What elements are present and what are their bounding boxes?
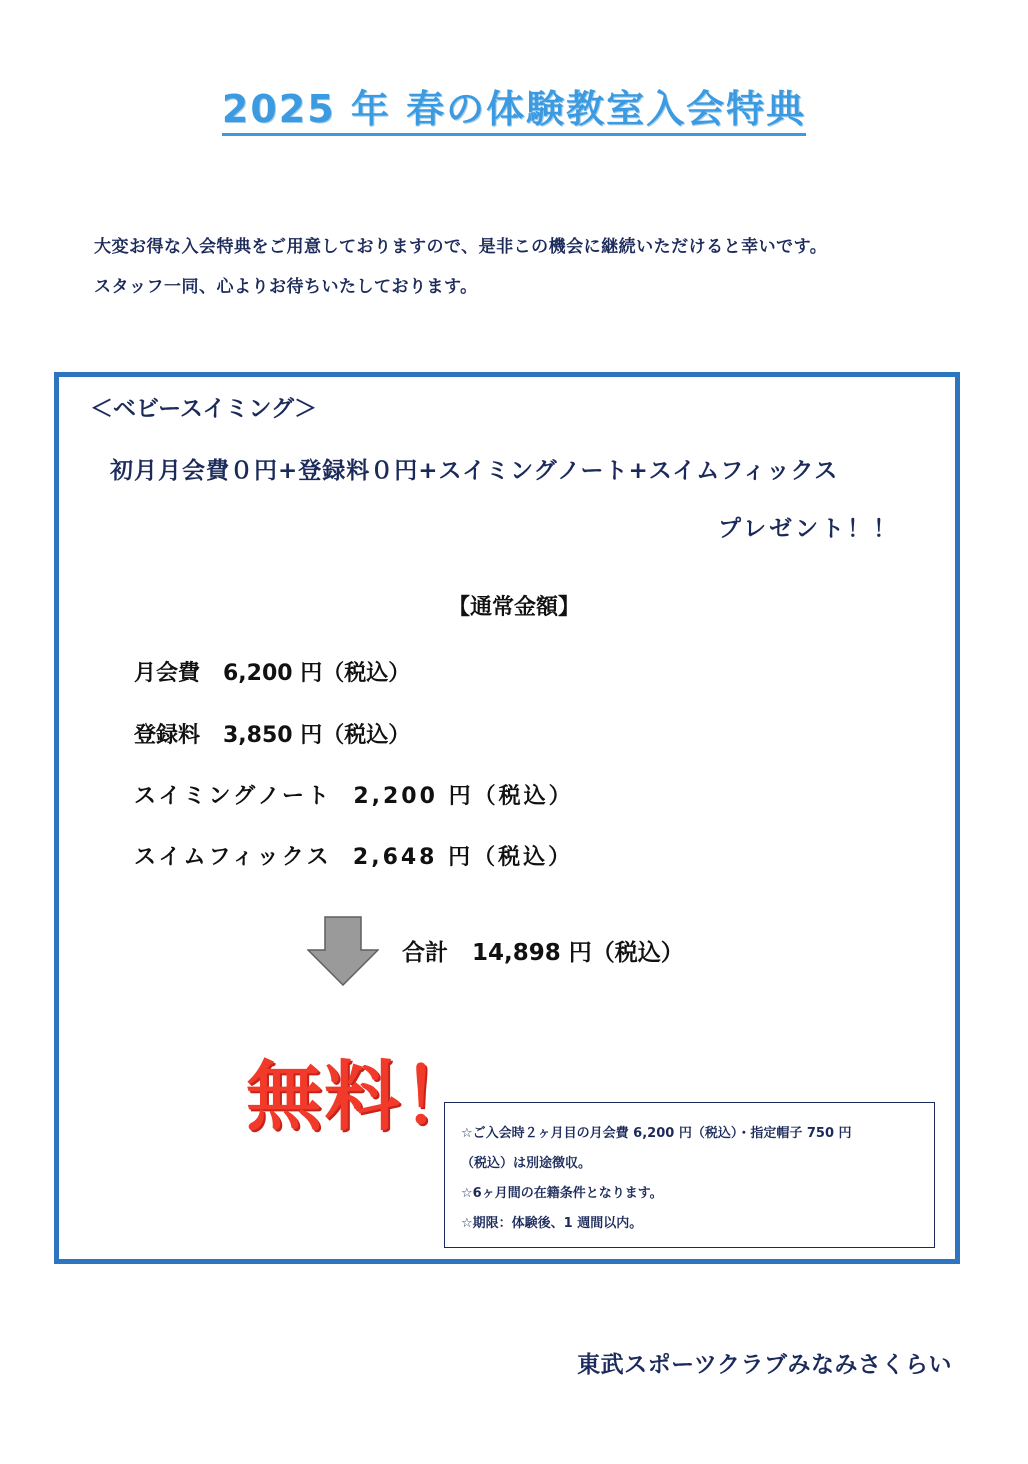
price-item-monthly-fee: 月会費 6,200 円（税込） — [134, 661, 411, 686]
note-line: ☆ご入会時２ヶ月目の月会費 6,200 円（税込）・指定帽子 750 円 — [461, 1126, 852, 1141]
course-subtitle: ＜ベビースイミング＞ — [90, 396, 318, 422]
note-line: ☆6ヶ月間の在籍条件となります。 — [461, 1186, 663, 1201]
offer-line-1: 初月月会費０円+登録料０円+スイミングノート+スイムフィックス — [110, 458, 839, 484]
club-name: 東武スポーツクラブみなみさくらい — [577, 1352, 952, 1378]
note-line: ☆期限：体験後、1 週間以内。 — [461, 1216, 643, 1231]
regular-price-heading: 【通常金額】 — [447, 595, 580, 620]
price-total: 合計 14,898 円（税込） — [402, 940, 684, 966]
price-item-swim-fix: スイムフィックス 2,648 円（税込） — [134, 845, 574, 870]
page-title: 2025 年 春の体験教室入会特典 — [0, 78, 1028, 133]
intro-line-1: 大変お得な入会特典をご用意しておりますので、是非この機会に継続いただけると幸いです。 — [94, 237, 828, 257]
price-item-registration-fee: 登録料 3,850 円（税込） — [134, 723, 411, 748]
down-arrow-icon — [307, 916, 379, 986]
offer-line-2: プレゼント！！ — [718, 516, 900, 542]
price-item-swimming-note: スイミングノート 2,200 円（税込） — [134, 784, 574, 809]
notes-box — [444, 1102, 935, 1248]
intro-line-2: スタッフ一同、心よりお待ちいたしております。 — [94, 277, 478, 297]
free-label: 無料！ — [246, 1052, 480, 1141]
note-line: （税込）は別途徴収。 — [461, 1156, 592, 1171]
